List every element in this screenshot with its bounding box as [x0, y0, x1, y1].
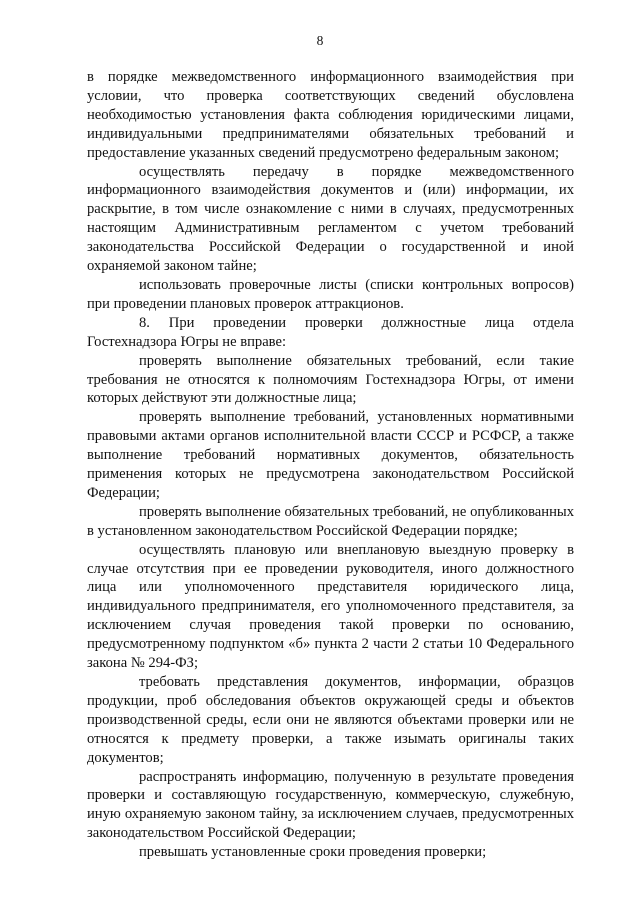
paragraph: требовать представления документов, информации, образцов продукции, проб обследования объектов окружающей среды и объектов производственной среды, если они не являются объектами проверки или не относятся к предмету проверки, а также изымать оригиналы таких документов; [87, 674, 574, 766]
paragraph: в порядке межведомственного информационного взаимодействия при условии, что проверка соответствующих сведений обусловлена необходимостью установления факта соблюдения юридическими лицами, индивидуальными предпринимателями обязательных требований и предоставление указанных сведений предусмотрено федеральным законом; [87, 69, 574, 161]
paragraph: проверять выполнение обязательных требований, не опубликованных в установленном законодательством Российской Федерации порядке; [87, 503, 574, 539]
document-body [87, 68, 574, 862]
paragraph: проверять выполнение требований, установленных нормативными правовыми актами органов исполнительной власти СССР и РСФСР, а также выполнение требований нормативных документов, обязательность применения которых не предусмотрена законодательством Российской Федерации; [87, 409, 574, 501]
paragraph: осуществлять передачу в порядке межведомственного информационного взаимодействия документов и (или) информации, их раскрытие, в том числе ознакомление с ними в случаях, предусмотренных настоящим Административным регламентом с учетом требований законодательства Российской Федерации о государственной и иной охраняемой законом тайне; [87, 163, 574, 275]
paragraph: 8. При проведении проверки должностные лица отдела Гостехнадзора Югры не вправе: [87, 314, 574, 350]
page-number: 8 [316, 33, 324, 48]
paragraph: осуществлять плановую или внеплановую выездную проверку в случае отсутствия при ее проведении руководителя, иного должностного лица или уполномоченного представителя юридического лица, индивидуального предпринимателя, его уполномоченного представителя, за исключением случая проведения такой проверки по основанию, предусмотренному подпунктом «б» пункта 2 части 2 статьи 10 Федерального закона № 294-ФЗ; [87, 541, 574, 672]
paragraph: использовать проверочные листы (списки контрольных вопросов) при проведении плановых проверок аттракционов. [87, 276, 574, 312]
paragraph: распространять информацию, полученную в результате проведения проверки и составляющую государственную, коммерческую, служебную, иную охраняемую законом тайну, за исключением случаев, предусмотренных законодательством Российской Федерации; [87, 768, 574, 842]
paragraph: превышать установленные сроки проведения проверки; [139, 844, 487, 861]
paragraph: проверять выполнение обязательных требований, если такие требования не относятся к полномочиям Гостехнадзора Югры, от имени которых действуют эти должностные лица; [87, 352, 574, 407]
